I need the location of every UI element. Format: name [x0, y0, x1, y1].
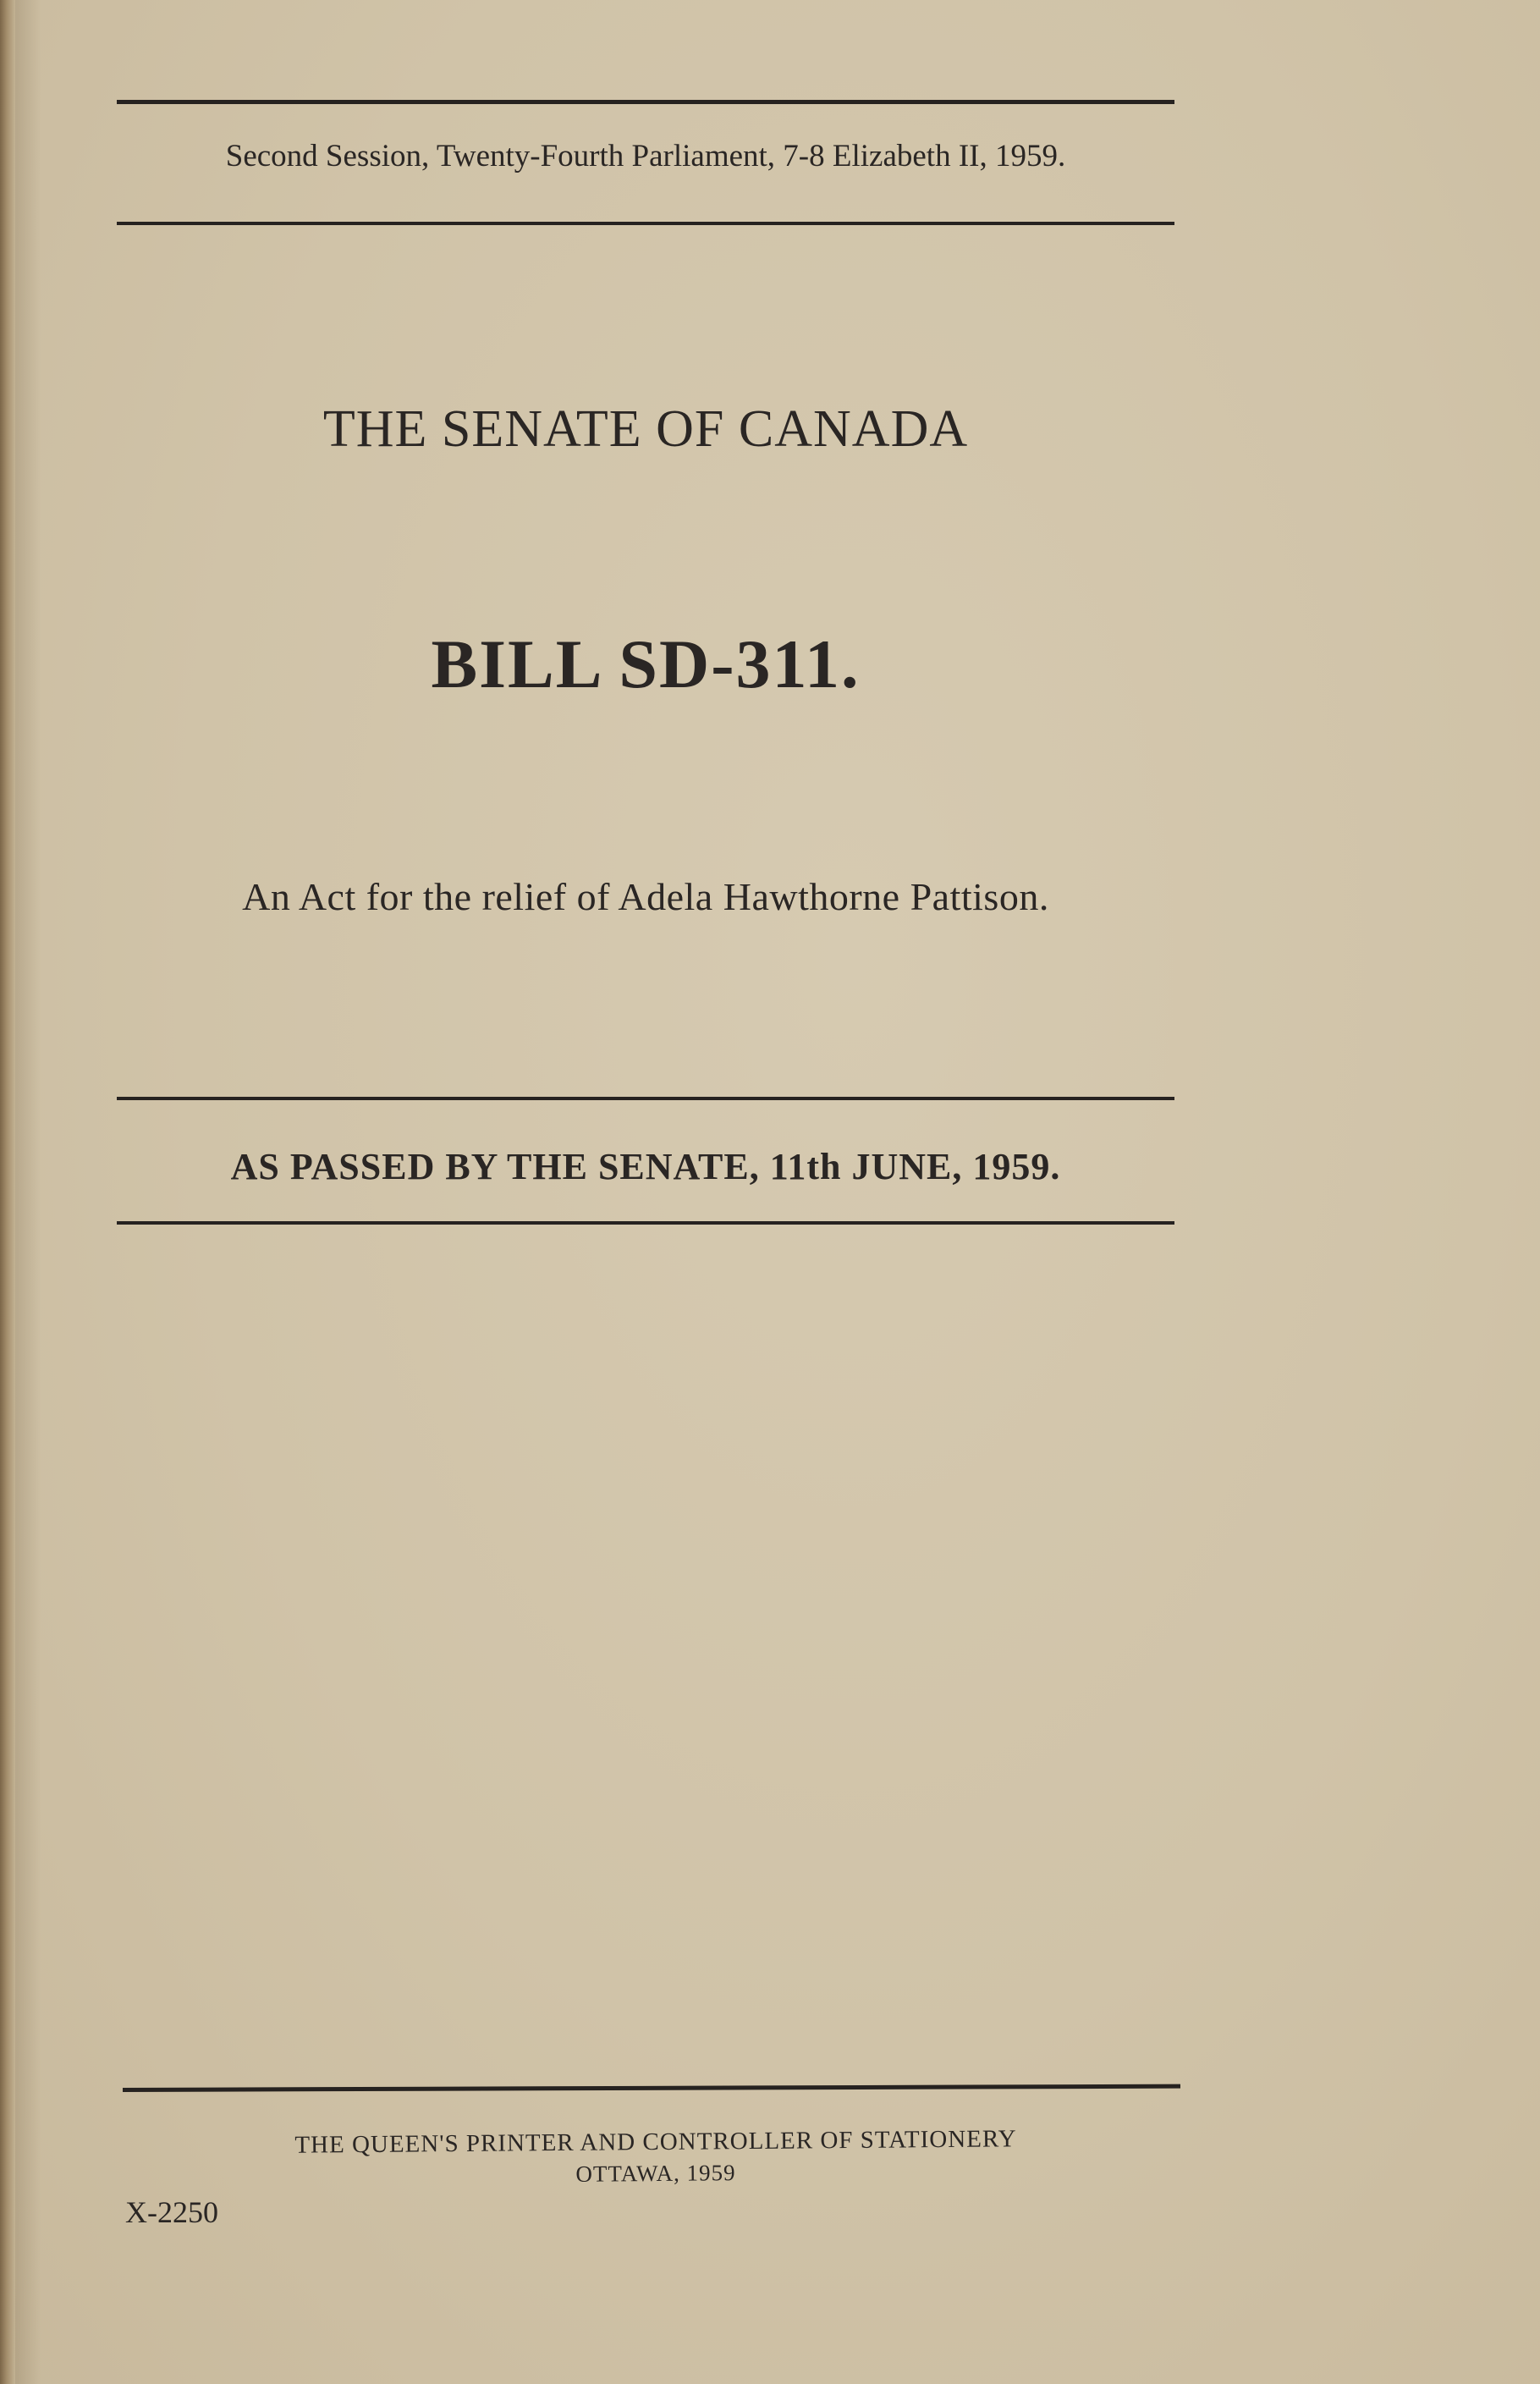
- footer-rule: [123, 2084, 1180, 2092]
- binding-shadow: [15, 0, 41, 2384]
- bill-number: BILL SD-311.: [431, 625, 861, 702]
- top-rule: [117, 100, 1174, 104]
- printer-city: OTTAWA, 1959: [575, 2160, 736, 2187]
- status-top-rule: [117, 1097, 1174, 1100]
- printer-line: THE QUEEN'S PRINTER AND CONTROLLER OF STATIONERY: [294, 2125, 1017, 2159]
- status-bottom-rule: [117, 1221, 1174, 1225]
- chamber-title: THE SENATE OF CANADA: [322, 400, 969, 458]
- header-bottom-rule: [117, 222, 1174, 225]
- binding-edge: [0, 0, 15, 2384]
- session-line: Second Session, Twenty-Fourth Parliament, 7-8 Elizabeth II, 1959.: [225, 139, 1066, 173]
- passed-status: AS PASSED BY THE SENATE, 11th JUNE, 1959.: [230, 1146, 1061, 1187]
- document-number: X-2250: [125, 2195, 218, 2229]
- act-title: An Act for the relief of Adela Hawthorne Pattison.: [242, 875, 1049, 918]
